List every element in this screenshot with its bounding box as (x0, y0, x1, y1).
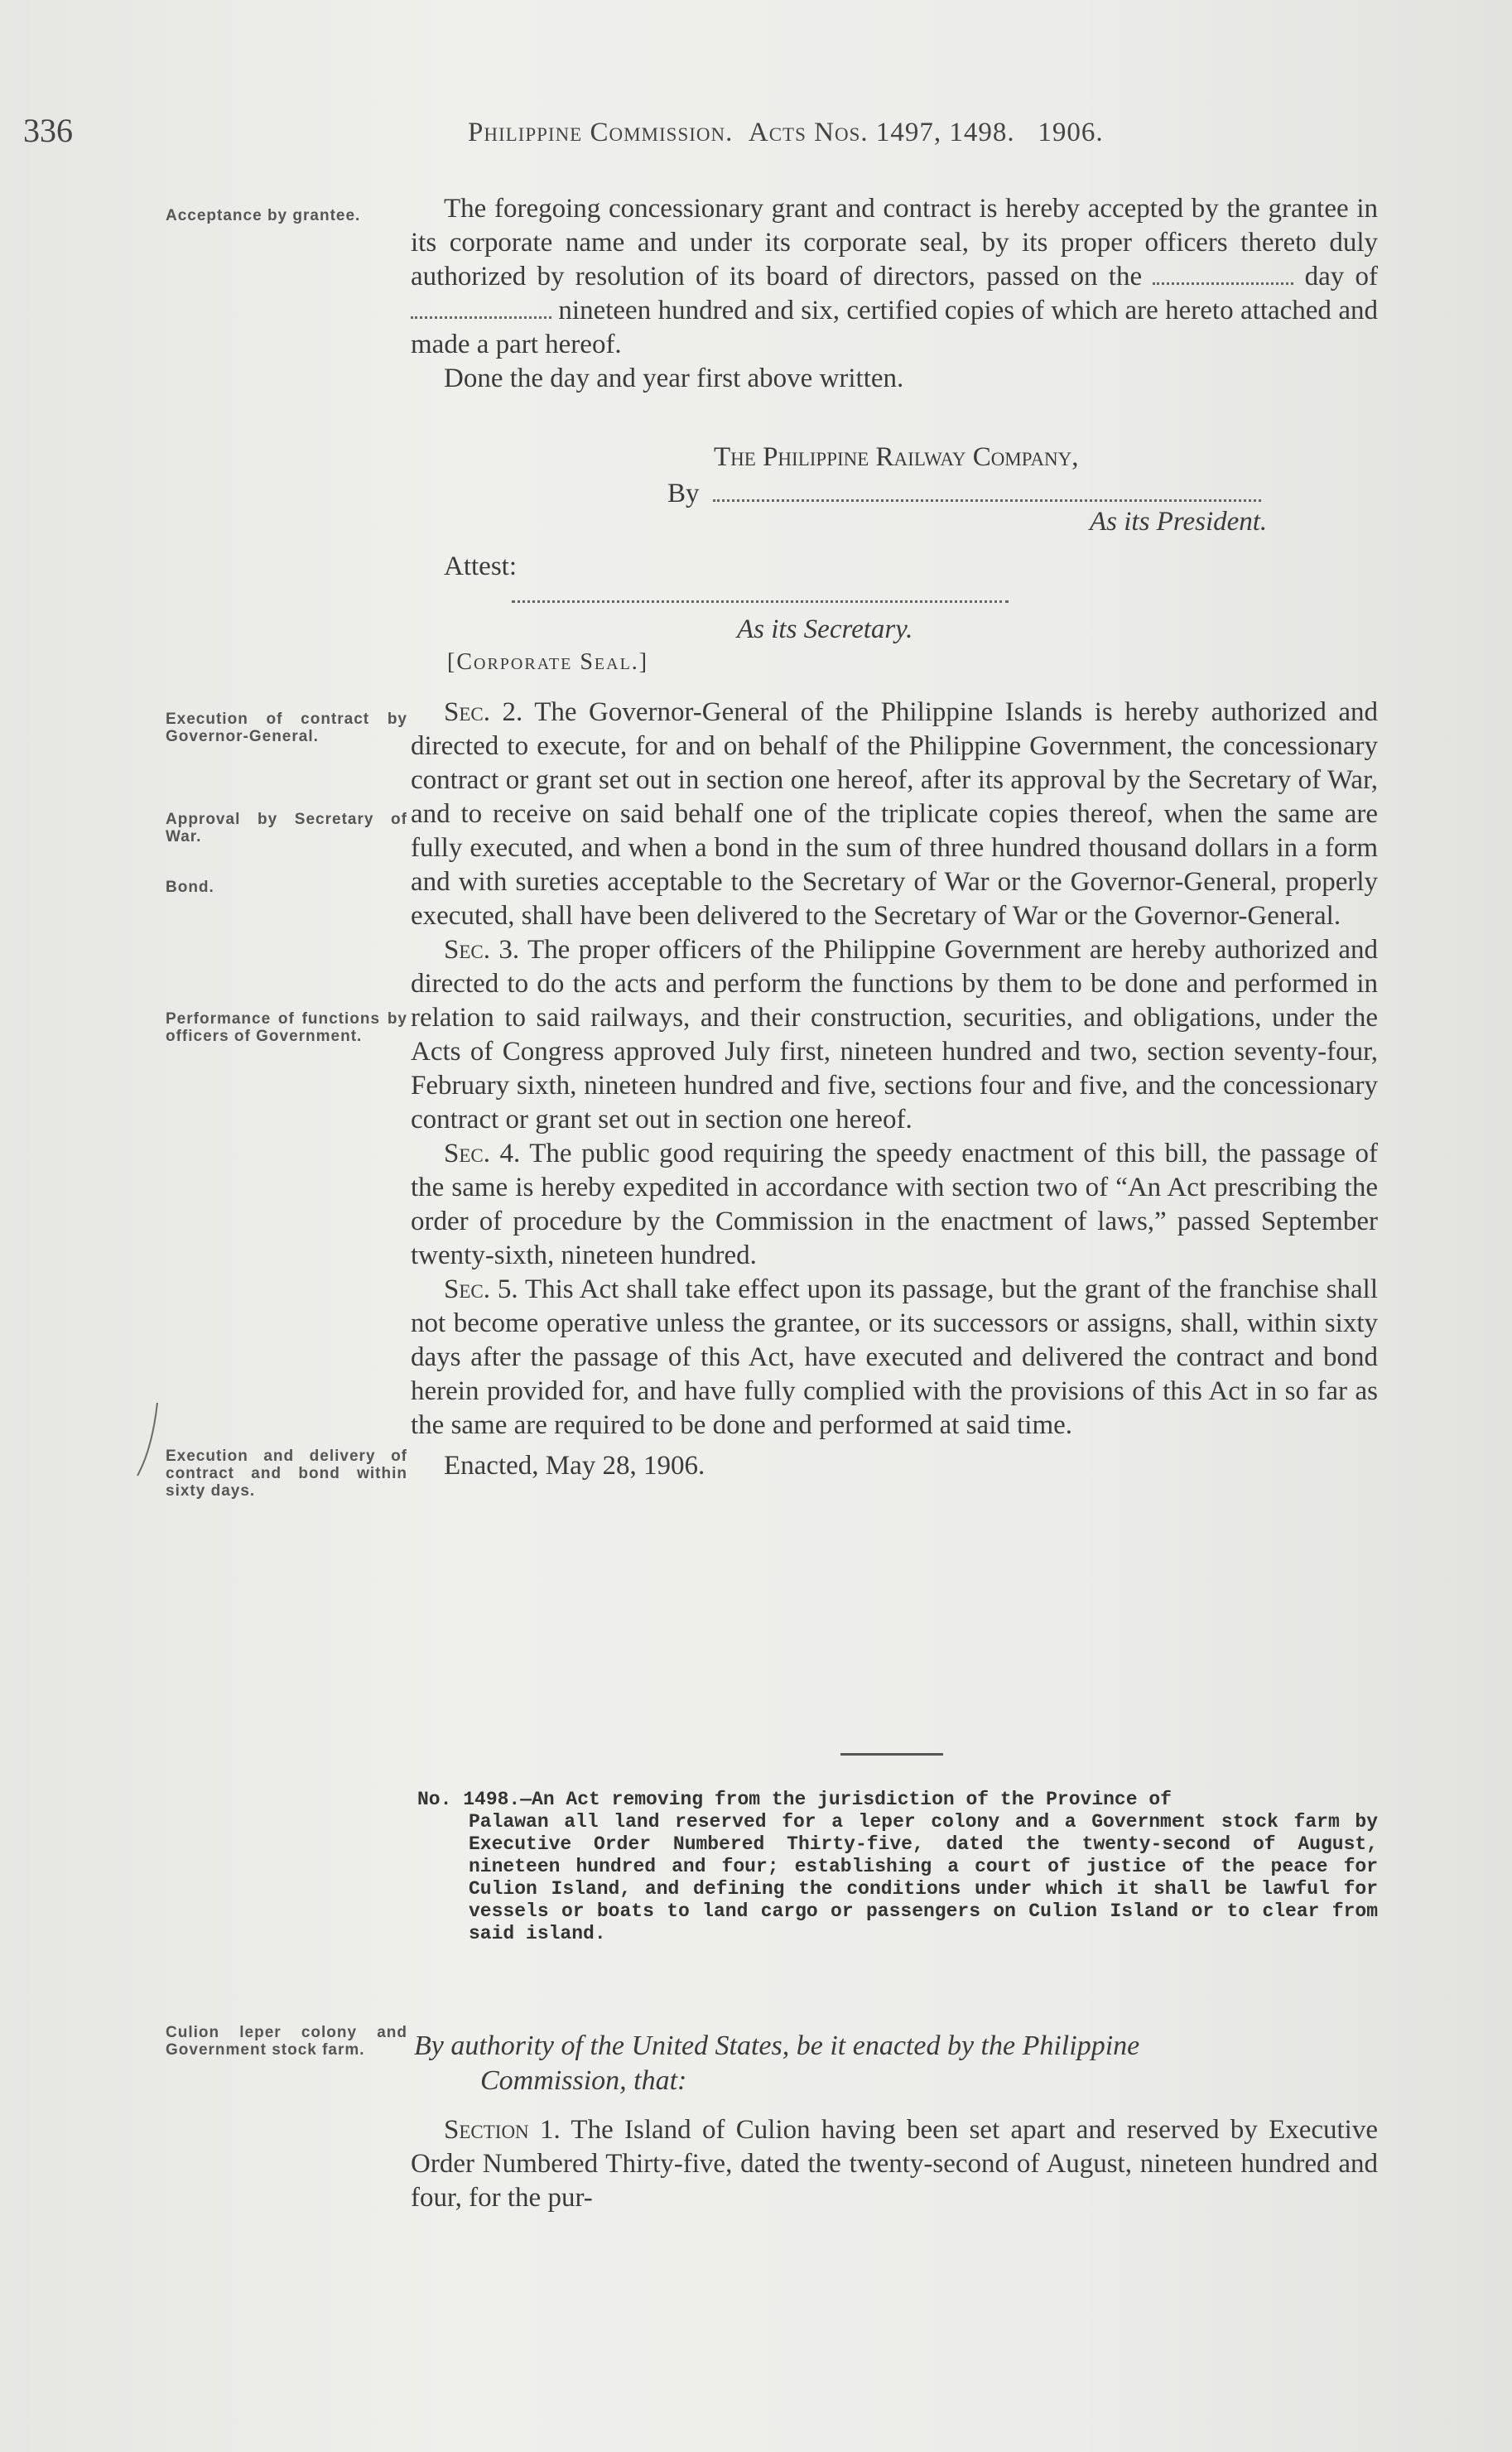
running-head-year: 1906. (1038, 118, 1104, 147)
section-divider (840, 1753, 943, 1756)
section-2 (411, 696, 1378, 933)
sidenote-culion: Culion leper colony and Government stock farm. (166, 2024, 407, 2059)
signature-by (667, 479, 1261, 509)
act-1498-title-lead: No. 1498.—An Act removing from the jurisdiction of the Province of (417, 1789, 1172, 1810)
sidenote-performance: Performance of functions by officers of Government. (166, 1010, 407, 1045)
section-4-label: Sec. 4. (444, 1139, 521, 1168)
section-3 (411, 933, 1378, 1137)
sidenote-execution-delivery: Execution and delivery of contract and bond within sixty days. (166, 1448, 407, 1500)
section-5-text: This Act shall take effect upon its passage, but the grant of the franchise shall not become operative unless the grantee, or its successors or assigns, shall, within sixty days after the passage of this Act, have executed and delivered the contract and bond herein provided for, and have fully complied with the provisions of this Act in so far as the same are required to be done and performed at said time. (411, 1274, 1379, 1440)
section-2-label: Sec. 2. (444, 697, 523, 727)
company-name: The Philippine Railway Company, (714, 442, 1079, 472)
enacting-clause-line-1: By authority of the United States, be it enacted by the Philippine (414, 2030, 1140, 2061)
signature-line (512, 600, 1009, 603)
by-label: By (667, 479, 700, 508)
section-5-label: Sec. 5. (444, 1274, 518, 1304)
blank-line (1153, 282, 1293, 285)
sidenote-acceptance: Acceptance by grantee. (166, 207, 361, 224)
signature-line (713, 499, 1261, 502)
secretary-label: As its Secretary. (737, 614, 913, 644)
section-5 (411, 1273, 1378, 1443)
president-label: As its President. (1090, 507, 1268, 537)
act-1498-title-rest: Palawan all land reserved for a leper colony and a Government stock farm by Executive Order Numbered Thirty-five, dated the twenty-second of August, nineteen hundred and four; establishing a court of justice of the peace for Culion Island, and defining the conditions under which it shall be lawful for vessels or boats to land cargo or passengers on Culion Island or to clear from said island. (469, 1811, 1378, 1944)
sections-block (411, 696, 1378, 1483)
section-2-text: The Governor-General of the Philippine Islands is hereby authorized and directed to execute, for and on behalf of the Philippine Government, the concessionary contract or grant set out in section one hereof, after its approval by the Secretary of War, and to receive on said behalf one of the triplicate copies thereof, when the same are fully executed, and when a bond in the sum of three hundred thousand dollars in a form and with sureties acceptable to the Secretary of War or the Governor-General, properly executed, shall have been delivered to the Secretary of War or the Governor-General. (411, 697, 1378, 931)
pencil-mark (132, 1399, 166, 1482)
enacting-clause-line-2: Commission, that: (480, 2065, 687, 2096)
section-1-label: Section 1. (444, 2115, 561, 2145)
running-head-acts: Acts Nos. 1497, 1498. (748, 118, 1015, 147)
section-4-text: The public good requiring the speedy enactment of this bill, the passage of the same is hereby expedited in accordance with section two of “An Act prescribing the order of procedure by the Commission in the enactment of laws,” passed September twenty-sixth, nineteen hundred. (411, 1139, 1378, 1270)
acceptance-text-2: day of (1304, 262, 1379, 291)
section-4 (411, 1137, 1378, 1273)
sidenote-execution: Execution of contract by Governor-General. (166, 711, 407, 745)
acceptance-paragraph (411, 192, 1378, 396)
section-3-label: Sec. 3. (444, 935, 520, 965)
blank-line (411, 316, 551, 319)
section-3-text: The proper officers of the Philippine Government are hereby authorized and directed to do the acts and perform the functions by them to be done and performed in relation to said railways, and their construction, securities, and obligations, under the Acts of Congress approved July first, nineteen hundred and two, section seventy-four, February sixth, nineteen hundred and five, sections four and five, and the concessionary contract or grant set out in section one hereof. (411, 935, 1378, 1134)
attest-label: Attest: (444, 552, 517, 581)
sidenote-approval: Approval by Secretary of War. (166, 811, 407, 845)
act-1498-title (417, 1789, 1378, 1945)
act-1498-section-1 (411, 2113, 1378, 2215)
done-line: Done the day and year first above written. (444, 364, 904, 393)
enacted-line: Enacted, May 28, 1906. (444, 1451, 705, 1481)
sidenote-bond: Bond. (166, 879, 214, 896)
page-number: 336 (23, 112, 73, 149)
acceptance-text-1: The foregoing concessionary grant and contract is hereby accepted by the grantee in its corporate name and under its corporate seal, by its proper officers thereto duly authorized by resolution of its board of directors, passed on the (411, 194, 1378, 291)
attest-signature-line (512, 580, 1009, 610)
acceptance-text-3: nineteen hundred and six, certified copies of which are hereto attached and made a part hereof. (411, 296, 1378, 359)
section-1-text: The Island of Culion having been set apart and reserved by Executive Order Numbered Thirty-five, dated the twenty-second of August, nineteen hundred and four, for the pur- (411, 2115, 1378, 2213)
corporate-seal: [Corporate Seal.] (447, 649, 649, 675)
running-head-title: Philippine Commission. (468, 118, 734, 147)
running-head (468, 118, 1104, 148)
